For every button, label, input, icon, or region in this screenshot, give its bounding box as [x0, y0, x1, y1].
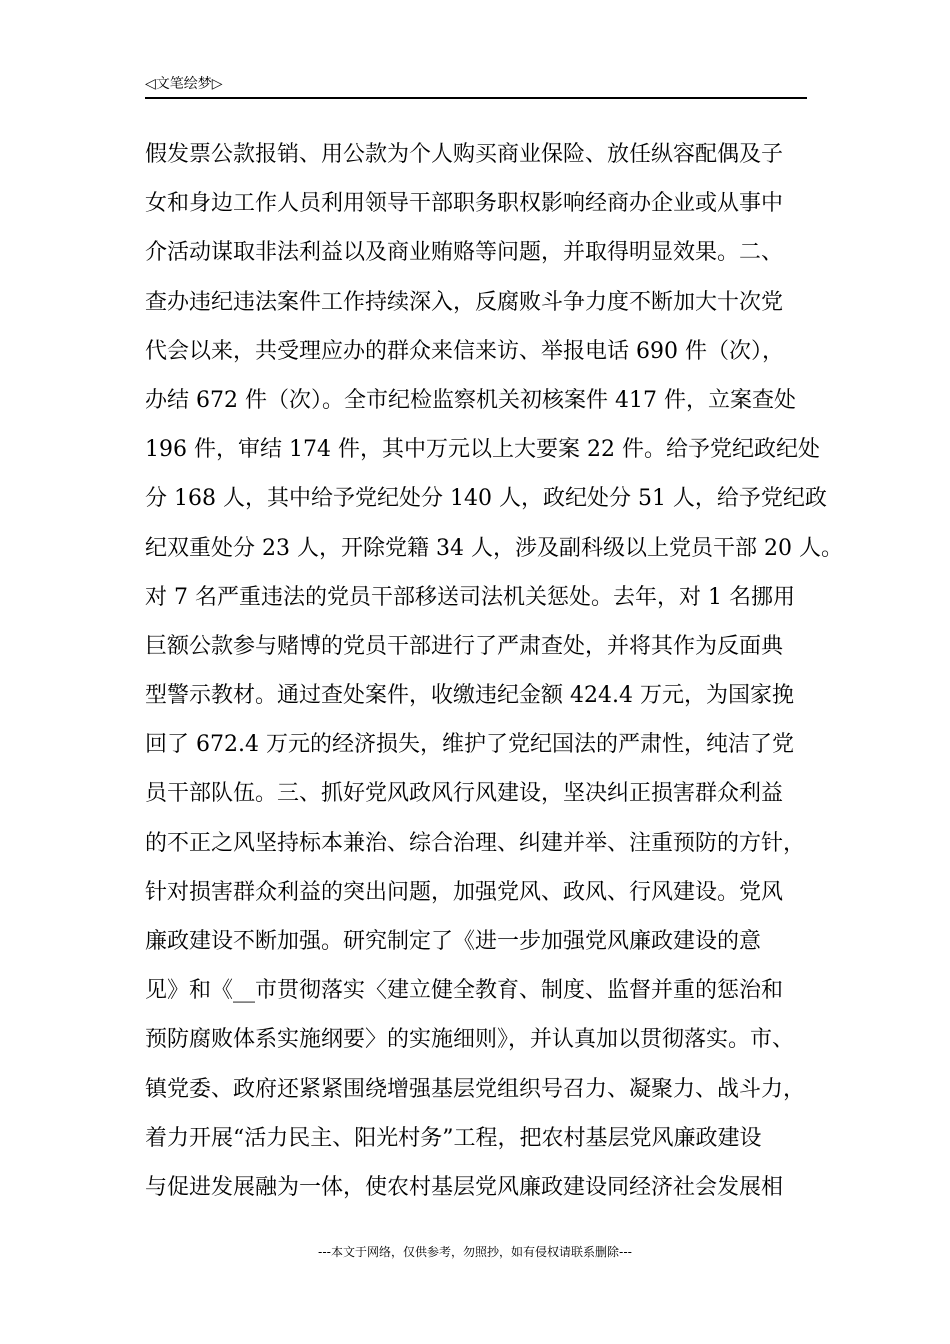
text-line: 纪双重处分 23 人，开除党籍 34 人，涉及副科级以上党员干部 20 人。 [145, 535, 843, 561]
text-line: 介活动谋取非法利益以及商业贿赂等问题，并取得明显效果。二、 [145, 240, 784, 266]
text-line: 见》和《__市贯彻落实〈建立健全教育、制度、监督并重的惩治和 [145, 978, 784, 1004]
text-line: 针对损害群众利益的突出问题，加强党风、政风、行风建设。党风 [145, 879, 784, 905]
text-line: 196 件，审结 174 件，其中万元以上大要案 22 件。给予党纪政纪处 [145, 437, 820, 463]
text-line: 与促进发展融为一体，使农村基层党风廉政建设同经济社会发展相 [145, 1174, 784, 1200]
text-line: 分 168 人，其中给予党纪处分 140 人，政纪处分 51 人，给予党纪政 [145, 486, 827, 512]
text-line: 查办违纪违法案件工作持续深入，反腐败斗争力度不断加大十次党 [145, 289, 784, 315]
header-divider [145, 97, 807, 99]
text-line: 代会以来，共受理应办的群众来信来访、举报电话 690 件（次）， [145, 338, 784, 364]
text-line: 巨额公款参与赌博的党员干部进行了严肃查处，并将其作为反面典 [145, 633, 784, 659]
text-line: 回了 672.4 万元的经济损失，维护了党纪国法的严肃性，纯洁了党 [145, 732, 794, 758]
text-line: 型警示教材。通过查处案件，收缴违纪金额 424.4 万元，为国家挽 [145, 683, 794, 709]
text-line: 假发票公款报销、用公款为个人购买商业保险、放任纵容配偶及子 [145, 142, 784, 167]
text-line: 预防腐败体系实施纲要〉的实施细则》，并认真加以贯彻落实。市、 [145, 1027, 795, 1053]
text-line: 廉政建设不断加强。研究制定了《进一步加强党风廉政建设的意 [145, 929, 762, 954]
text-line: 办结 672 件（次）。全市纪检监察机关初核案件 417 件，立案查处 [145, 387, 796, 413]
text-line: 女和身边工作人员利用领导干部职务职权影响经商办企业或从事中 [145, 191, 784, 217]
header-title: ◁文笔绘梦▷ [145, 76, 223, 92]
page-footer: ---本文于网络，仅供参考，勿照抄，如有侵权请联系删除--- [318, 1245, 632, 1259]
text-line: 的不正之风坚持标本兼治、综合治理、纠建并举、注重预防的方针， [145, 830, 806, 856]
text-line: 员干部队伍。三、抓好党风政风行风建设，坚决纠正损害群众利益 [145, 781, 784, 807]
body-text [145, 130, 843, 1212]
text-line: 镇党委、政府还紧紧围绕增强基层党组织号召力、凝聚力、战斗力， [145, 1076, 806, 1102]
text-line: 对 7 名严重违法的党员干部移送司法机关惩处。去年，对 1 名挪用 [145, 584, 795, 610]
page-header [145, 74, 807, 98]
text-line: 着力开展“活力民主、阳光村务”工程，把农村基层党风廉政建设 [145, 1125, 762, 1151]
